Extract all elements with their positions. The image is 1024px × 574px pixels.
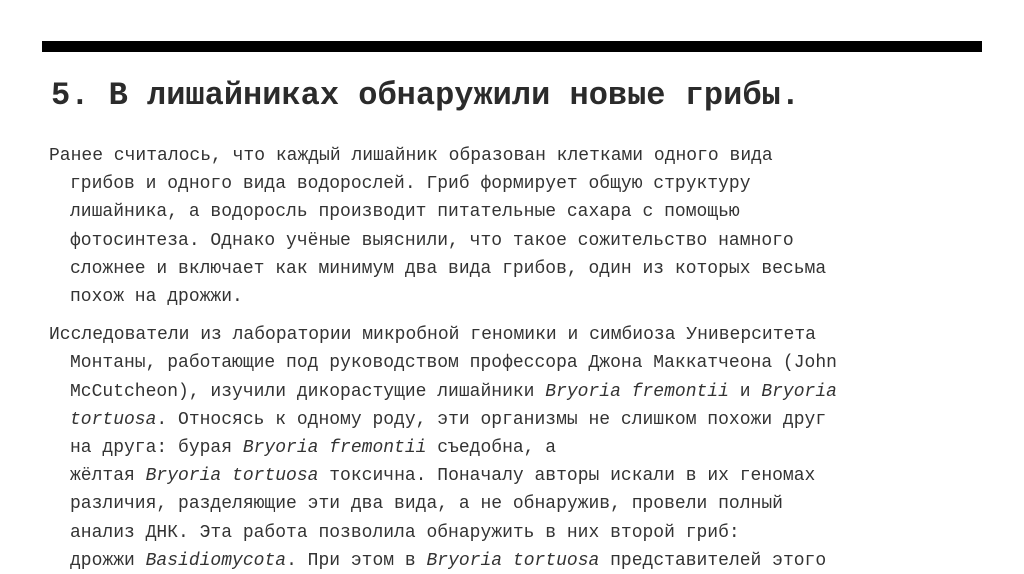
species-name: Bryoria	[761, 381, 837, 402]
text-run: McCutcheon), изучили дикорастущие лишайники	[70, 381, 546, 402]
species-name: Bryoria tortuosa	[426, 550, 600, 571]
text-run: и	[728, 381, 762, 402]
text-run: жёлтая	[70, 466, 146, 487]
text-run: грибов и одного вида водорослей. Гриб формирует общую структуру	[70, 174, 751, 195]
text-line	[49, 547, 989, 574]
text-line	[49, 142, 989, 170]
text-line	[49, 378, 989, 406]
species-name: Bryoria fremontii	[242, 438, 427, 459]
text-run: дрожжи	[70, 550, 146, 571]
slide-title: 5. В лишайниках обнаружили новые грибы.	[51, 77, 800, 114]
text-run: Исследователи из лаборатории микробной геномики и симбиоза Университета	[49, 325, 816, 346]
text-run: токсична. Поначалу авторы искали в их геномах	[318, 466, 816, 487]
text-line	[49, 490, 989, 518]
text-line	[49, 170, 989, 198]
text-run: анализ ДНК. Эта работа позволила обнаружить в них второй гриб:	[70, 522, 740, 543]
text-line	[49, 349, 989, 377]
paragraph	[49, 321, 989, 574]
body-text	[49, 142, 989, 574]
text-line	[49, 406, 989, 434]
species-name: Bryoria tortuosa	[145, 466, 319, 487]
text-run: на друга: бурая	[70, 438, 243, 459]
species-name: Bryoria fremontii	[545, 381, 729, 402]
text-run: представителей этого	[599, 550, 827, 571]
text-run: съедобна, а	[426, 438, 557, 459]
text-run: фотосинтеза. Однако учёные выяснили, что такое сожительство намного	[70, 230, 794, 251]
text-line	[49, 462, 989, 490]
species-name: tortuosa	[70, 409, 157, 430]
text-run: похож на дрожжи.	[70, 287, 243, 308]
text-line	[49, 434, 989, 462]
text-run: . Относясь к одному роду, эти организмы не слишком похожи друг	[156, 409, 827, 430]
text-run: Монтаны, работающие под руководством профессора Джона Маккатчеона (John	[70, 353, 837, 374]
text-line	[49, 321, 989, 349]
text-line	[49, 519, 989, 547]
text-line	[49, 227, 989, 255]
species-name: Basidiomycota	[145, 550, 287, 571]
text-run: Ранее считалось, что каждый лишайник образован клетками одного вида	[49, 146, 773, 166]
top-rule-divider	[42, 41, 982, 52]
text-run: сложнее и включает как минимум два вида грибов, один из которых весьма	[70, 258, 827, 279]
text-run: лишайника, а водоросль производит питательные сахара с помощью	[70, 202, 740, 223]
text-line	[49, 283, 989, 311]
text-run: . При этом в	[286, 550, 427, 571]
text-run: различия, разделяющие эти два вида, а не обнаружив, провели полный	[70, 494, 783, 515]
paragraph	[49, 142, 989, 311]
text-line	[49, 255, 989, 283]
text-line	[49, 198, 989, 226]
